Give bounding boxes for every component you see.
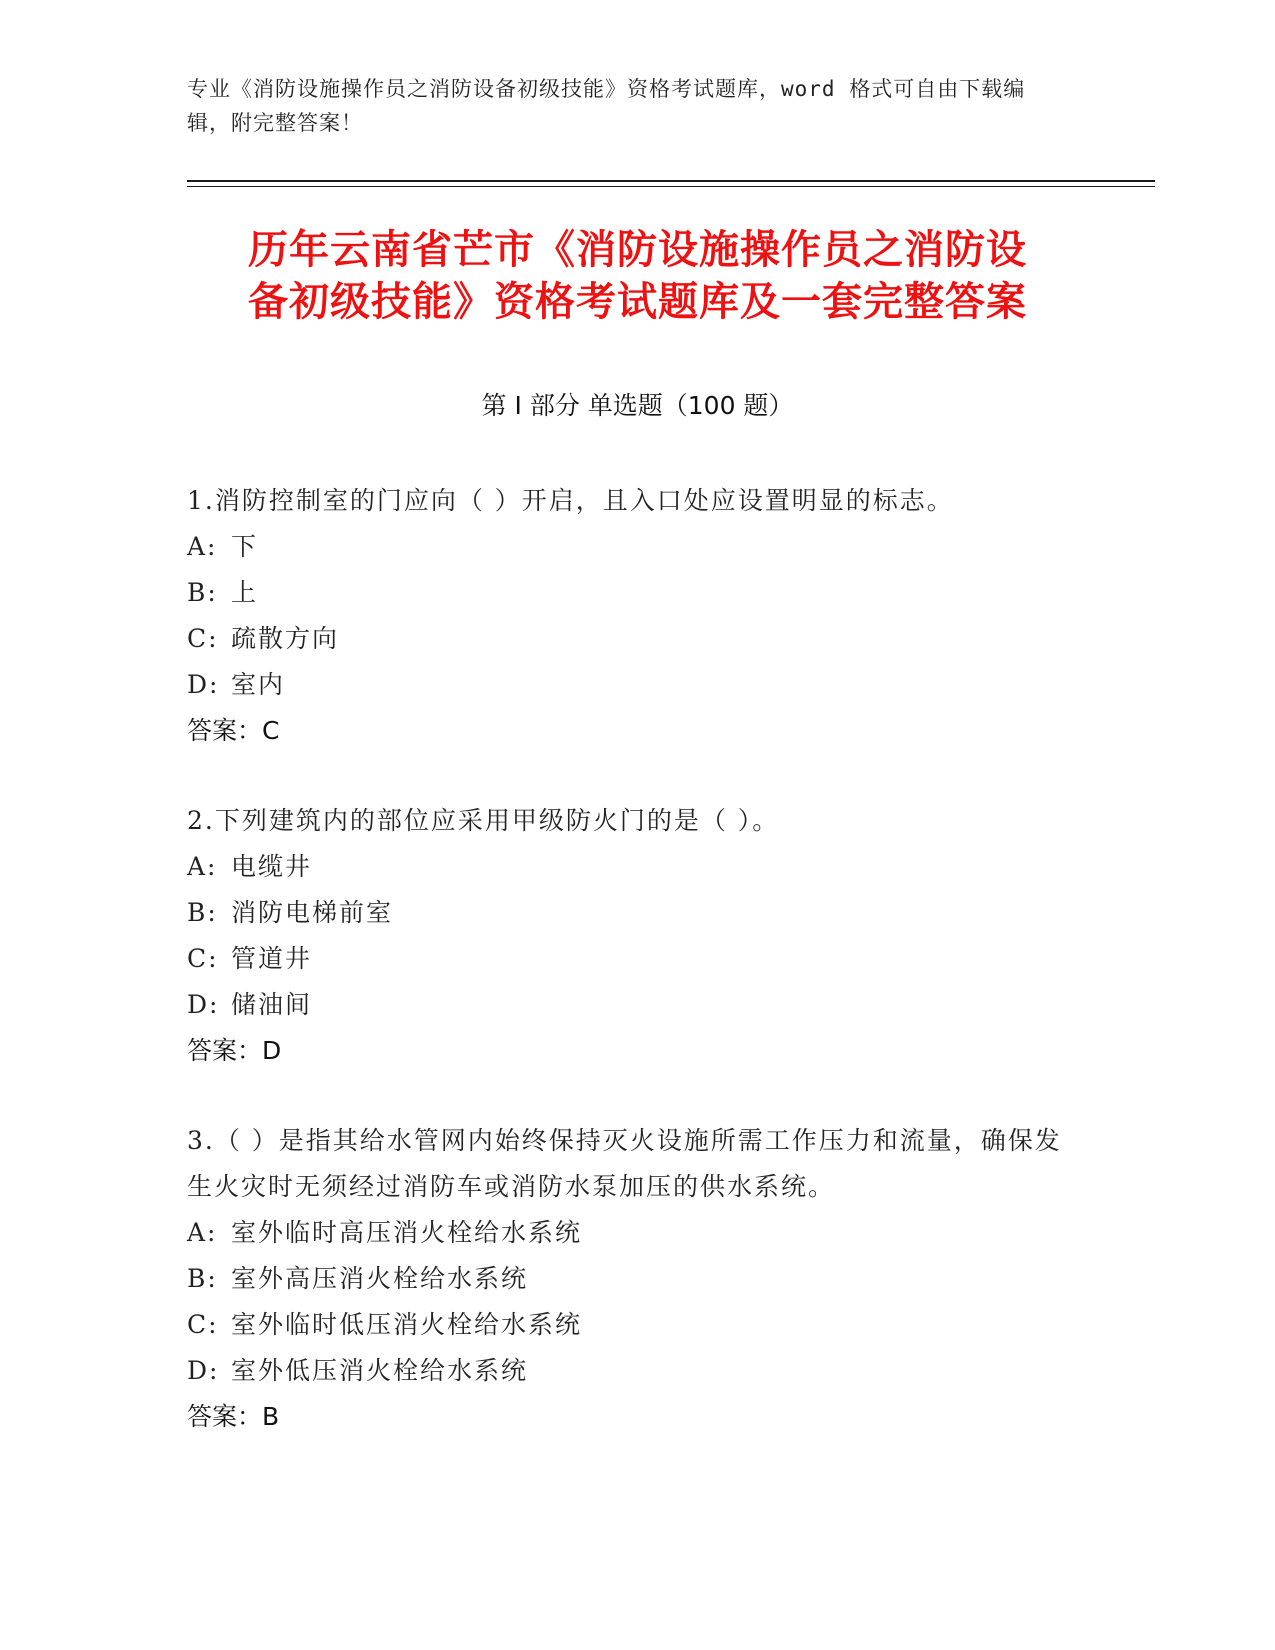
option-d [187, 662, 1067, 708]
option-a [187, 844, 1067, 890]
option-letter: D: [187, 990, 220, 1019]
option-text: 室外低压消火栓给水系统 [231, 1356, 529, 1385]
option-letter: D: [187, 1356, 220, 1385]
option-text: 管道井 [231, 944, 313, 973]
option-text: 下 [231, 532, 259, 561]
option-text: 室外临时低压消火栓给水系统 [231, 1310, 583, 1339]
option-text: 上 [231, 578, 259, 607]
header-rule-thick [187, 180, 1155, 182]
option-letter: B: [187, 578, 218, 607]
option-text: 疏散方向 [231, 624, 340, 653]
header-rule-thin [187, 186, 1155, 187]
question-1 [187, 478, 1067, 754]
option-text: 室外高压消火栓给水系统 [231, 1264, 529, 1293]
option-letter: C: [187, 624, 219, 653]
option-letter: A: [187, 532, 218, 561]
option-c [187, 616, 1067, 662]
option-letter: A: [187, 1218, 218, 1247]
answer-line: 答案：D [187, 1036, 282, 1065]
option-a [187, 524, 1067, 570]
option-text: 储油间 [231, 990, 313, 1019]
document-title [140, 224, 1135, 328]
option-c [187, 1302, 1067, 1348]
question-3 [187, 1118, 1067, 1440]
question-stem: 1.消防控制室的门应向（ ）开启，且入口处应设置明显的标志。 [187, 486, 954, 515]
option-letter: C: [187, 1310, 219, 1339]
option-letter: B: [187, 1264, 218, 1293]
option-letter: C: [187, 944, 219, 973]
option-text: 消防电梯前室 [231, 898, 394, 927]
option-letter: D: [187, 670, 220, 699]
option-letter: A: [187, 852, 218, 881]
question-stem: 2.下列建筑内的部位应采用甲级防火门的是（ ）。 [187, 806, 780, 835]
option-text: 室内 [231, 670, 286, 699]
answer-line: 答案：B [187, 1402, 280, 1431]
option-letter: B: [187, 898, 218, 927]
option-d [187, 1348, 1067, 1394]
header-note: 专业《消防设施操作员之消防设备初级技能》资格考试题库，word 格式可自由下载编辑，附完整答案！ [187, 77, 1026, 135]
option-b [187, 1256, 1067, 1302]
option-a [187, 1210, 1067, 1256]
question-stem: 3.（ ）是指其给水管网内始终保持灭火设施所需工作压力和流量，确保发生火灾时无须经过消防车或消防水泵加压的供水系统。 [187, 1126, 1062, 1201]
option-text: 电缆井 [231, 852, 313, 881]
title-line-2: 备初级技能》资格考试题库及一套完整答案 [248, 279, 1027, 325]
option-b [187, 890, 1067, 936]
option-c [187, 936, 1067, 982]
option-d [187, 982, 1067, 1028]
option-text: 室外临时高压消火栓给水系统 [231, 1218, 583, 1247]
section-heading: 第 I 部分 单选题（100 题） [481, 391, 794, 420]
title-line-1: 历年云南省芒市《消防设施操作员之消防设 [248, 227, 1027, 273]
question-2 [187, 798, 1067, 1074]
answer-line: 答案：C [187, 716, 280, 745]
option-b [187, 570, 1067, 616]
question-list [187, 478, 1067, 1440]
